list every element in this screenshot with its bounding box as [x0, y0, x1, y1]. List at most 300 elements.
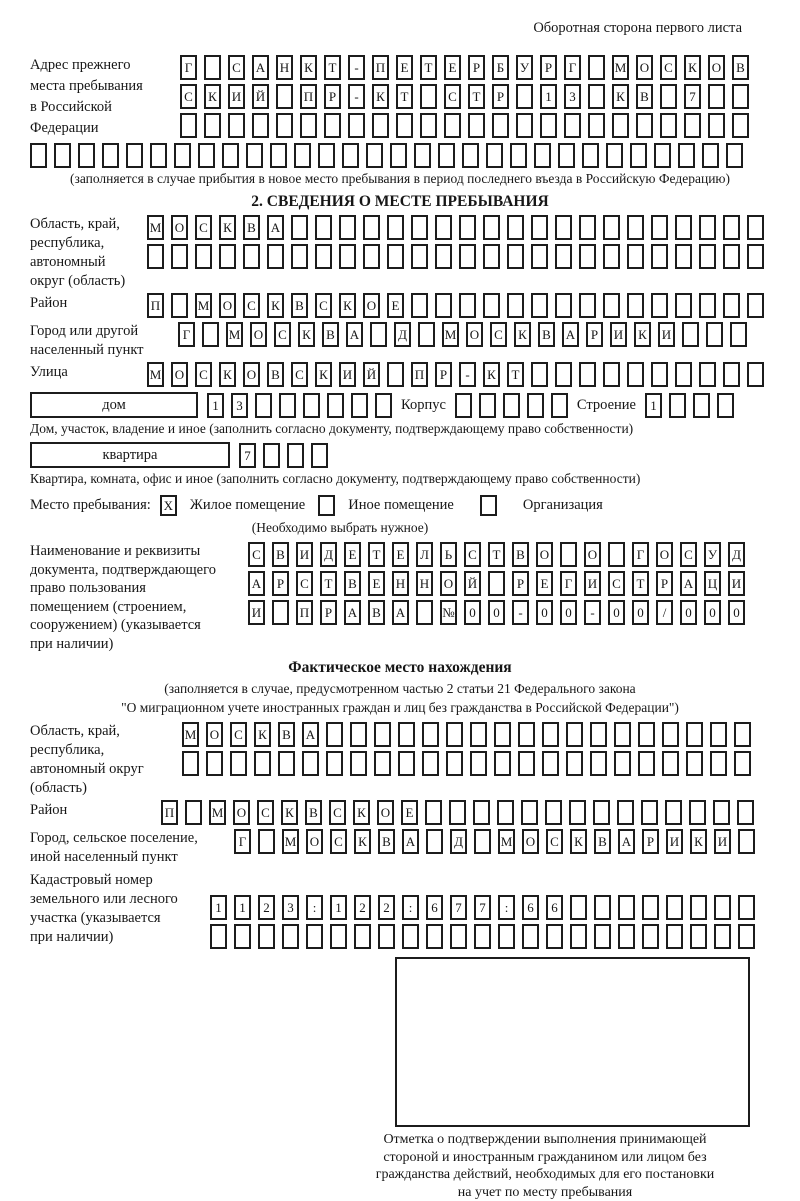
char-cell[interactable] [651, 293, 668, 318]
char-cell[interactable]: Р [540, 55, 557, 80]
char-cell[interactable] [507, 293, 524, 318]
char-cell[interactable]: Т [507, 362, 524, 387]
char-cell[interactable] [618, 895, 635, 920]
char-cell[interactable]: М [498, 829, 515, 854]
char-cell[interactable] [330, 924, 347, 949]
char-cell[interactable] [202, 322, 219, 347]
char-cell[interactable]: А [402, 829, 419, 854]
char-cell[interactable]: : [306, 895, 323, 920]
char-cell[interactable]: С [243, 293, 260, 318]
char-cell[interactable]: О [306, 829, 323, 854]
char-cell[interactable] [375, 393, 392, 418]
char-cell[interactable]: И [339, 362, 356, 387]
char-cell[interactable]: С [660, 55, 677, 80]
gorod3-row[interactable] [234, 829, 755, 854]
char-cell[interactable] [566, 722, 583, 747]
char-cell[interactable]: С [195, 215, 212, 240]
char-cell[interactable]: О [233, 800, 250, 825]
char-cell[interactable]: О [171, 362, 188, 387]
char-cell[interactable] [324, 113, 341, 138]
char-cell[interactable]: К [354, 829, 371, 854]
char-cell[interactable] [593, 800, 610, 825]
char-cell[interactable] [594, 924, 611, 949]
char-cell[interactable]: А [248, 571, 265, 596]
char-cell[interactable] [675, 293, 692, 318]
char-cell[interactable] [339, 244, 356, 269]
char-cell[interactable]: 0 [608, 600, 625, 625]
char-cell[interactable]: Т [488, 542, 505, 567]
char-cell[interactable]: О [377, 800, 394, 825]
char-cell[interactable] [351, 393, 368, 418]
char-cell[interactable]: М [226, 322, 243, 347]
char-cell[interactable] [638, 722, 655, 747]
char-cell[interactable] [527, 393, 544, 418]
char-cell[interactable] [219, 244, 236, 269]
char-cell[interactable]: 1 [645, 393, 662, 418]
char-cell[interactable] [714, 895, 731, 920]
char-cell[interactable] [579, 293, 596, 318]
char-cell[interactable]: О [466, 322, 483, 347]
char-cell[interactable] [594, 895, 611, 920]
char-cell[interactable]: М [147, 362, 164, 387]
char-cell[interactable]: И [658, 322, 675, 347]
gorod-row[interactable] [178, 322, 747, 347]
char-cell[interactable]: Г [560, 571, 577, 596]
char-cell[interactable] [195, 244, 212, 269]
char-cell[interactable]: Е [344, 542, 361, 567]
char-cell[interactable]: - [512, 600, 529, 625]
char-cell[interactable]: Н [392, 571, 409, 596]
char-cell[interactable] [422, 722, 439, 747]
char-cell[interactable]: 7 [239, 443, 256, 468]
char-cell[interactable]: К [204, 84, 221, 109]
apartment-box[interactable]: квартира [30, 442, 230, 468]
char-cell[interactable]: О [708, 55, 725, 80]
char-cell[interactable] [747, 293, 764, 318]
char-cell[interactable] [459, 293, 476, 318]
char-cell[interactable] [570, 895, 587, 920]
char-cell[interactable] [102, 143, 119, 168]
char-cell[interactable] [542, 751, 559, 776]
char-cell[interactable] [492, 113, 509, 138]
char-cell[interactable]: К [219, 215, 236, 240]
char-cell[interactable]: К [612, 84, 629, 109]
char-cell[interactable] [675, 215, 692, 240]
char-cell[interactable] [206, 751, 223, 776]
char-cell[interactable] [522, 924, 539, 949]
char-cell[interactable] [446, 751, 463, 776]
char-cell[interactable]: П [300, 84, 317, 109]
char-cell[interactable] [534, 143, 551, 168]
char-cell[interactable]: Д [728, 542, 745, 567]
char-cell[interactable]: В [267, 362, 284, 387]
char-cell[interactable] [474, 829, 491, 854]
char-cell[interactable]: П [147, 293, 164, 318]
char-cell[interactable]: О [243, 362, 260, 387]
char-cell[interactable] [243, 244, 260, 269]
char-cell[interactable]: В [538, 322, 555, 347]
char-cell[interactable]: Р [492, 84, 509, 109]
char-cell[interactable]: А [618, 829, 635, 854]
cadastral-row-2[interactable] [210, 924, 755, 949]
char-cell[interactable] [651, 362, 668, 387]
document-row-2[interactable] [248, 571, 745, 596]
char-cell[interactable] [287, 443, 304, 468]
char-cell[interactable] [306, 924, 323, 949]
char-cell[interactable] [699, 215, 716, 240]
char-cell[interactable] [540, 113, 557, 138]
char-cell[interactable] [747, 362, 764, 387]
char-cell[interactable] [723, 244, 740, 269]
char-cell[interactable] [444, 113, 461, 138]
char-cell[interactable] [699, 244, 716, 269]
char-cell[interactable] [300, 113, 317, 138]
char-cell[interactable] [474, 924, 491, 949]
char-cell[interactable]: С [444, 84, 461, 109]
char-cell[interactable] [614, 722, 631, 747]
char-cell[interactable] [608, 542, 625, 567]
char-cell[interactable] [545, 800, 562, 825]
char-cell[interactable] [638, 751, 655, 776]
char-cell[interactable]: У [704, 542, 721, 567]
char-cell[interactable]: О [522, 829, 539, 854]
char-cell[interactable] [462, 143, 479, 168]
char-cell[interactable]: И [728, 571, 745, 596]
char-cell[interactable]: 0 [704, 600, 721, 625]
char-cell[interactable]: Ц [704, 571, 721, 596]
char-cell[interactable] [642, 924, 659, 949]
char-cell[interactable]: А [392, 600, 409, 625]
char-cell[interactable]: Т [368, 542, 385, 567]
char-cell[interactable]: М [282, 829, 299, 854]
char-cell[interactable]: 1 [234, 895, 251, 920]
char-cell[interactable] [204, 55, 221, 80]
char-cell[interactable]: Р [320, 600, 337, 625]
char-cell[interactable] [579, 362, 596, 387]
char-cell[interactable]: 7 [450, 895, 467, 920]
char-cell[interactable]: В [636, 84, 653, 109]
char-cell[interactable] [702, 143, 719, 168]
char-cell[interactable]: О [219, 293, 236, 318]
other-premises-checkbox[interactable] [318, 495, 335, 516]
char-cell[interactable] [737, 800, 754, 825]
char-cell[interactable]: К [219, 362, 236, 387]
char-cell[interactable]: Т [632, 571, 649, 596]
prev-address-row-1[interactable] [180, 55, 749, 80]
char-cell[interactable] [180, 113, 197, 138]
char-cell[interactable]: Е [387, 293, 404, 318]
char-cell[interactable] [570, 924, 587, 949]
char-cell[interactable] [654, 143, 671, 168]
char-cell[interactable]: С [180, 84, 197, 109]
char-cell[interactable] [30, 143, 47, 168]
char-cell[interactable]: X [160, 495, 177, 516]
char-cell[interactable] [363, 244, 380, 269]
char-cell[interactable] [666, 924, 683, 949]
char-cell[interactable] [603, 293, 620, 318]
char-cell[interactable] [185, 800, 202, 825]
char-cell[interactable] [497, 800, 514, 825]
char-cell[interactable]: Е [536, 571, 553, 596]
apartment-number-row[interactable] [239, 443, 328, 468]
prev-address-row-3[interactable] [180, 113, 749, 138]
char-cell[interactable]: М [442, 322, 459, 347]
char-cell[interactable] [546, 924, 563, 949]
char-cell[interactable]: А [302, 722, 319, 747]
char-cell[interactable] [689, 800, 706, 825]
char-cell[interactable] [294, 143, 311, 168]
char-cell[interactable] [479, 393, 496, 418]
char-cell[interactable] [398, 722, 415, 747]
char-cell[interactable] [723, 293, 740, 318]
char-cell[interactable] [252, 113, 269, 138]
char-cell[interactable] [606, 143, 623, 168]
char-cell[interactable] [612, 113, 629, 138]
char-cell[interactable]: Т [396, 84, 413, 109]
char-cell[interactable] [258, 924, 275, 949]
char-cell[interactable]: Н [416, 571, 433, 596]
char-cell[interactable] [542, 722, 559, 747]
char-cell[interactable] [723, 362, 740, 387]
char-cell[interactable] [734, 722, 751, 747]
char-cell[interactable] [470, 751, 487, 776]
char-cell[interactable] [507, 244, 524, 269]
char-cell[interactable] [278, 751, 295, 776]
char-cell[interactable]: В [594, 829, 611, 854]
char-cell[interactable]: Г [564, 55, 581, 80]
char-cell[interactable] [579, 244, 596, 269]
char-cell[interactable] [473, 800, 490, 825]
organization-checkbox[interactable] [480, 495, 497, 516]
char-cell[interactable]: 0 [728, 600, 745, 625]
char-cell[interactable] [468, 113, 485, 138]
char-cell[interactable] [396, 113, 413, 138]
char-cell[interactable] [426, 924, 443, 949]
char-cell[interactable]: В [291, 293, 308, 318]
char-cell[interactable] [734, 751, 751, 776]
char-cell[interactable] [326, 751, 343, 776]
char-cell[interactable] [387, 244, 404, 269]
char-cell[interactable] [411, 293, 428, 318]
char-cell[interactable] [503, 393, 520, 418]
char-cell[interactable] [416, 600, 433, 625]
char-cell[interactable] [455, 393, 472, 418]
char-cell[interactable] [54, 143, 71, 168]
char-cell[interactable]: В [732, 55, 749, 80]
char-cell[interactable] [558, 143, 575, 168]
char-cell[interactable]: С [546, 829, 563, 854]
char-cell[interactable] [174, 143, 191, 168]
char-cell[interactable]: № [440, 600, 457, 625]
char-cell[interactable] [222, 143, 239, 168]
char-cell[interactable]: С [330, 829, 347, 854]
char-cell[interactable] [272, 600, 289, 625]
char-cell[interactable]: Р [512, 571, 529, 596]
char-cell[interactable] [738, 895, 755, 920]
char-cell[interactable]: В [272, 542, 289, 567]
char-cell[interactable] [488, 571, 505, 596]
char-cell[interactable]: А [267, 215, 284, 240]
char-cell[interactable]: 6 [522, 895, 539, 920]
char-cell[interactable]: Е [444, 55, 461, 80]
char-cell[interactable] [350, 722, 367, 747]
char-cell[interactable] [708, 84, 725, 109]
char-cell[interactable] [690, 924, 707, 949]
char-cell[interactable]: Е [392, 542, 409, 567]
char-cell[interactable] [450, 924, 467, 949]
char-cell[interactable]: К [634, 322, 651, 347]
char-cell[interactable] [706, 322, 723, 347]
char-cell[interactable] [641, 800, 658, 825]
char-cell[interactable]: О [536, 542, 553, 567]
char-cell[interactable]: К [514, 322, 531, 347]
char-cell[interactable] [204, 113, 221, 138]
char-cell[interactable] [483, 244, 500, 269]
char-cell[interactable]: 0 [464, 600, 481, 625]
char-cell[interactable] [414, 143, 431, 168]
char-cell[interactable] [486, 143, 503, 168]
char-cell[interactable]: К [353, 800, 370, 825]
char-cell[interactable] [531, 215, 548, 240]
char-cell[interactable]: П [161, 800, 178, 825]
char-cell[interactable]: С [680, 542, 697, 567]
char-cell[interactable]: О [584, 542, 601, 567]
char-cell[interactable] [521, 800, 538, 825]
char-cell[interactable] [363, 215, 380, 240]
char-cell[interactable] [326, 722, 343, 747]
char-cell[interactable]: В [368, 600, 385, 625]
char-cell[interactable]: 3 [282, 895, 299, 920]
char-cell[interactable]: Б [492, 55, 509, 80]
char-cell[interactable] [246, 143, 263, 168]
char-cell[interactable] [387, 362, 404, 387]
char-cell[interactable] [234, 924, 251, 949]
char-cell[interactable] [435, 293, 452, 318]
char-cell[interactable] [642, 895, 659, 920]
char-cell[interactable]: О [656, 542, 673, 567]
char-cell[interactable] [669, 393, 686, 418]
char-cell[interactable]: - [459, 362, 476, 387]
char-cell[interactable]: Т [468, 84, 485, 109]
char-cell[interactable]: О [206, 722, 223, 747]
char-cell[interactable]: А [344, 600, 361, 625]
char-cell[interactable] [378, 924, 395, 949]
char-cell[interactable] [603, 215, 620, 240]
oblast3-row-2[interactable] [182, 751, 751, 776]
char-cell[interactable]: Д [394, 322, 411, 347]
char-cell[interactable] [603, 244, 620, 269]
char-cell[interactable] [516, 113, 533, 138]
char-cell[interactable] [228, 113, 245, 138]
char-cell[interactable] [732, 113, 749, 138]
char-cell[interactable] [420, 84, 437, 109]
char-cell[interactable]: Е [368, 571, 385, 596]
char-cell[interactable] [438, 143, 455, 168]
char-cell[interactable] [564, 113, 581, 138]
char-cell[interactable] [531, 362, 548, 387]
char-cell[interactable] [302, 751, 319, 776]
char-cell[interactable]: К [684, 55, 701, 80]
char-cell[interactable]: К [300, 55, 317, 80]
char-cell[interactable] [738, 924, 755, 949]
char-cell[interactable]: О [171, 215, 188, 240]
char-cell[interactable]: В [322, 322, 339, 347]
char-cell[interactable]: : [498, 895, 515, 920]
char-cell[interactable] [627, 215, 644, 240]
char-cell[interactable]: Р [272, 571, 289, 596]
char-cell[interactable]: 3 [564, 84, 581, 109]
char-cell[interactable] [569, 800, 586, 825]
char-cell[interactable]: 1 [540, 84, 557, 109]
char-cell[interactable]: Р [468, 55, 485, 80]
char-cell[interactable]: М [612, 55, 629, 80]
char-cell[interactable] [747, 244, 764, 269]
char-cell[interactable]: С [464, 542, 481, 567]
char-cell[interactable]: К [483, 362, 500, 387]
char-cell[interactable] [182, 751, 199, 776]
char-cell[interactable] [390, 143, 407, 168]
char-cell[interactable] [315, 244, 332, 269]
char-cell[interactable] [279, 393, 296, 418]
oblast-row-2[interactable] [147, 244, 764, 269]
char-cell[interactable] [662, 751, 679, 776]
char-cell[interactable]: С [329, 800, 346, 825]
char-cell[interactable] [510, 143, 527, 168]
char-cell[interactable]: К [267, 293, 284, 318]
char-cell[interactable] [348, 113, 365, 138]
char-cell[interactable]: У [516, 55, 533, 80]
char-cell[interactable]: С [228, 55, 245, 80]
char-cell[interactable] [470, 722, 487, 747]
char-cell[interactable] [398, 751, 415, 776]
char-cell[interactable]: 1 [207, 393, 224, 418]
char-cell[interactable] [566, 751, 583, 776]
char-cell[interactable]: В [512, 542, 529, 567]
char-cell[interactable] [311, 443, 328, 468]
char-cell[interactable] [276, 113, 293, 138]
house-number-row[interactable] [207, 393, 392, 418]
char-cell[interactable] [660, 113, 677, 138]
char-cell[interactable] [459, 215, 476, 240]
char-cell[interactable] [420, 113, 437, 138]
char-cell[interactable] [370, 322, 387, 347]
char-cell[interactable] [614, 751, 631, 776]
char-cell[interactable]: А [252, 55, 269, 80]
char-cell[interactable] [714, 924, 731, 949]
char-cell[interactable]: Л [416, 542, 433, 567]
char-cell[interactable] [699, 362, 716, 387]
char-cell[interactable] [327, 393, 344, 418]
raion3-row[interactable] [161, 800, 754, 825]
dwelling-checkbox[interactable] [160, 495, 177, 516]
char-cell[interactable] [660, 84, 677, 109]
char-cell[interactable]: М [195, 293, 212, 318]
char-cell[interactable] [494, 722, 511, 747]
char-cell[interactable] [651, 244, 668, 269]
char-cell[interactable] [682, 322, 699, 347]
char-cell[interactable]: И [666, 829, 683, 854]
char-cell[interactable]: Р [656, 571, 673, 596]
char-cell[interactable]: И [584, 571, 601, 596]
char-cell[interactable] [366, 143, 383, 168]
char-cell[interactable] [282, 924, 299, 949]
char-cell[interactable] [78, 143, 95, 168]
char-cell[interactable] [459, 244, 476, 269]
char-cell[interactable]: К [281, 800, 298, 825]
char-cell[interactable] [730, 322, 747, 347]
char-cell[interactable] [276, 84, 293, 109]
ulitsa-row[interactable] [147, 362, 764, 387]
